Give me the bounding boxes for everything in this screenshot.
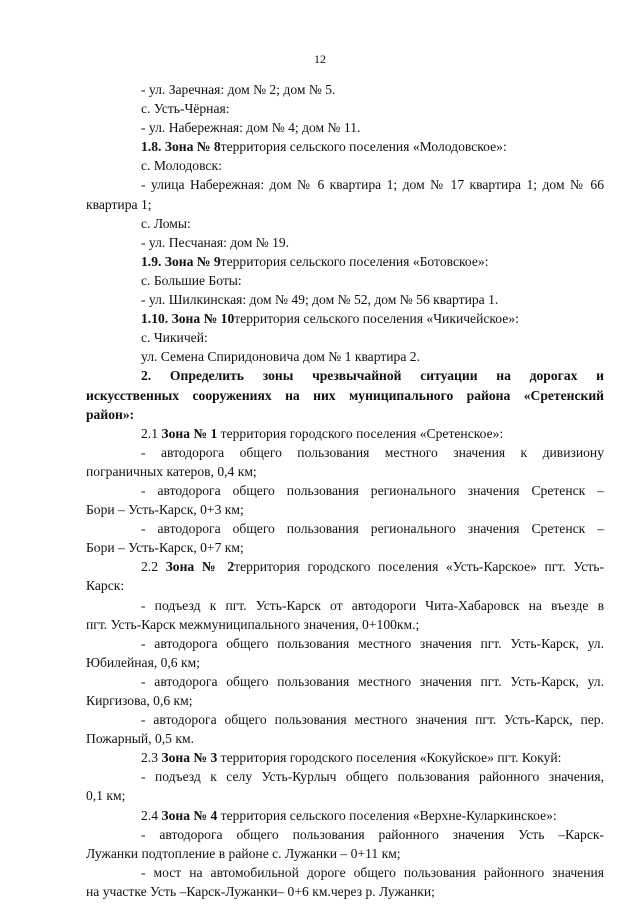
line-text: - ул. Шилкинская: дом № 49; дом № 52, дом № 56 квартира 1. bbox=[141, 292, 499, 308]
text-line bbox=[86, 882, 604, 901]
line-text: - автодорога общего пользования районного значения Усть –Карск- bbox=[141, 826, 604, 842]
text-line bbox=[86, 156, 604, 175]
document-body bbox=[86, 80, 604, 901]
line-text: пограничных катеров, 0,4 км; bbox=[86, 463, 257, 479]
text-line bbox=[86, 347, 604, 366]
text-line bbox=[86, 309, 604, 328]
bold-heading: 1.10. Зона № 10 bbox=[141, 311, 235, 327]
line-text: территория сельского поселения «Ботовское»: bbox=[220, 253, 489, 269]
text-line bbox=[86, 519, 604, 538]
text-line bbox=[86, 175, 604, 194]
line-text: 0,1 км; bbox=[86, 788, 126, 804]
text-line bbox=[86, 710, 604, 729]
line-text: - автодорога общего пользования регионального значения Сретенск – bbox=[141, 482, 604, 498]
text-line bbox=[86, 767, 604, 786]
text-line bbox=[86, 462, 604, 481]
text-line bbox=[86, 500, 604, 519]
text-line bbox=[86, 748, 604, 767]
line-text: Киргизова, 0,6 км; bbox=[86, 693, 193, 708]
text-line bbox=[86, 233, 604, 252]
text-line bbox=[86, 844, 604, 863]
text-line bbox=[86, 596, 604, 615]
line-text: территория сельского поселения «Чикичейское»: bbox=[234, 311, 519, 327]
text-line bbox=[86, 271, 604, 290]
text-line bbox=[86, 443, 604, 462]
line-text: - автодорога общего пользования местного значения пгт. Усть-Карск, ул. bbox=[141, 673, 604, 689]
line-text: Юбилейная, 0,6 км; bbox=[86, 654, 200, 670]
line-text: - ул. Набережная: дом № 4; дом № 11. bbox=[141, 120, 361, 136]
line-text: с. Большие Боты: bbox=[141, 272, 242, 288]
text-line bbox=[86, 424, 604, 443]
line-text: с. Усть-Чёрная: bbox=[141, 101, 230, 117]
line-prefix: 2.4 bbox=[141, 807, 162, 823]
line-text: - ул. Песчаная: дом № 19. bbox=[141, 234, 290, 250]
bold-heading: искусственных сооружениях на них муниципального района «Сретенский bbox=[86, 387, 604, 403]
line-text: - подъезд к селу Усть-Курлыч общего пользования районного значения, bbox=[141, 769, 604, 785]
line-text: - автодорога общего пользования местного значения пгт. Усть-Карск, ул. bbox=[141, 635, 604, 651]
line-text: территория городского поселения «Кокуйское» пгт. Кокуй: bbox=[217, 750, 562, 766]
line-text: Бори – Усть-Карск, 0+3 км; bbox=[86, 502, 244, 518]
bold-heading: Зона № 1 bbox=[161, 425, 218, 441]
text-line bbox=[86, 786, 604, 805]
text-line bbox=[86, 557, 604, 576]
line-text: с. Чикичей: bbox=[141, 330, 208, 346]
text-line bbox=[86, 290, 604, 309]
bold-heading: 1.9. Зона № 9 bbox=[141, 253, 221, 269]
line-text: пгт. Усть-Карск межмуниципального значения, 0+100км.; bbox=[86, 616, 420, 632]
text-line bbox=[86, 672, 604, 691]
line-text: ул. Семена Спиридоновича дом № 1 квартира 2. bbox=[141, 349, 420, 365]
bold-heading: Зона № 4 bbox=[161, 807, 218, 823]
line-text: - мост на автомобильной дороге общего пользования районного значения bbox=[141, 864, 604, 880]
text-line bbox=[86, 195, 604, 214]
line-text: территория городского поселения «Сретенское»: bbox=[217, 425, 504, 441]
text-line bbox=[86, 729, 604, 748]
text-line bbox=[86, 806, 604, 825]
text-line bbox=[86, 214, 604, 233]
line-text: - автодорога общего пользования регионального значения Сретенск – bbox=[141, 521, 604, 537]
line-text: Карск: bbox=[86, 578, 125, 594]
line-text: с. Ломы: bbox=[141, 215, 191, 231]
page-number: 12 bbox=[314, 52, 326, 66]
bold-heading: 1.8. Зона № 8 bbox=[141, 139, 221, 155]
text-line bbox=[86, 328, 604, 347]
line-text: территория сельского поселения «Верхне-Куларкинское»: bbox=[217, 807, 557, 823]
text-line bbox=[86, 653, 604, 672]
text-line bbox=[86, 634, 604, 653]
line-text: - подъезд к пгт. Усть-Карск от автодороги Чита-Хабаровск на въезде в bbox=[141, 597, 604, 613]
text-line bbox=[86, 252, 604, 271]
line-text: - ул. Заречная: дом № 2; дом № 5. bbox=[141, 82, 336, 97]
line-text: с. Молодовск: bbox=[141, 158, 222, 174]
line-text: квартира 1; bbox=[86, 196, 152, 212]
line-prefix: 2.2 bbox=[141, 559, 166, 575]
line-text: территория городского поселения «Усть-Карское» пгт. Усть- bbox=[234, 559, 605, 575]
line-text: - улица Набережная: дом № 6 квартира 1; дом № 17 квартира 1; дом № 66 bbox=[141, 177, 604, 193]
text-line bbox=[86, 118, 604, 137]
bold-heading: 2. Определить зоны чрезвычайной ситуации на дорогах и bbox=[141, 368, 604, 384]
line-text: - автодорога общего пользования местного значения пгт. Усть-Карск, пер. bbox=[141, 712, 604, 728]
text-line bbox=[86, 405, 604, 424]
line-text: Пожарный, 0,5 км. bbox=[86, 731, 194, 747]
text-line bbox=[86, 137, 604, 156]
text-line bbox=[86, 691, 604, 710]
bold-heading: Зона № 3 bbox=[161, 750, 218, 766]
bold-heading: район»: bbox=[86, 406, 135, 422]
line-prefix: 2.3 bbox=[141, 750, 162, 766]
line-text: - автодорога общего пользования местного значения к дивизиону bbox=[141, 444, 604, 460]
line-text: Бори – Усть-Карск, 0+7 км; bbox=[86, 540, 244, 556]
text-line bbox=[86, 99, 604, 118]
text-line bbox=[86, 825, 604, 844]
line-prefix: 2.1 bbox=[141, 425, 162, 441]
text-line bbox=[86, 80, 604, 99]
line-text: Лужанки подтопление в районе с. Лужанки – 0+11 км; bbox=[86, 845, 401, 861]
text-line bbox=[86, 538, 604, 557]
text-line bbox=[86, 366, 604, 385]
text-line bbox=[86, 386, 604, 405]
line-text: территория сельского поселения «Молодовское»: bbox=[220, 139, 507, 155]
text-line bbox=[86, 863, 604, 882]
line-text: на участке Усть –Карск-Лужанки– 0+6 км.через р. Лужанки; bbox=[86, 883, 435, 899]
text-line bbox=[86, 481, 604, 500]
text-line bbox=[86, 576, 604, 595]
bold-heading: Зона № 2 bbox=[165, 559, 235, 575]
text-line bbox=[86, 615, 604, 634]
